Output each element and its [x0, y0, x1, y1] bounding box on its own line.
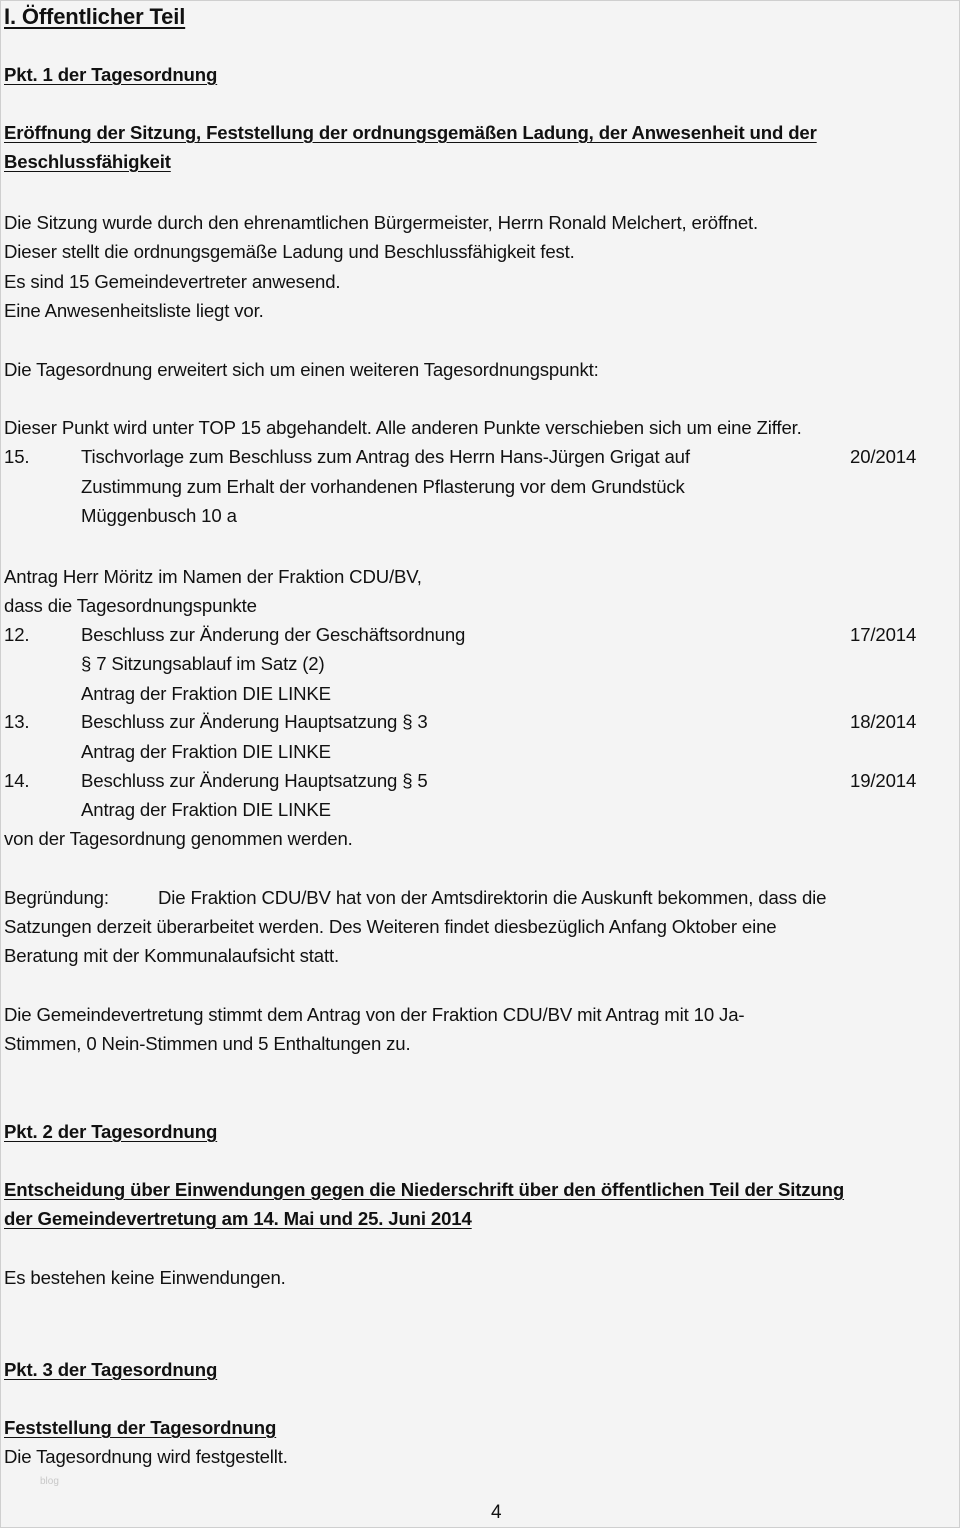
item-number: 12. [4, 624, 30, 645]
item-text: Antrag der Fraktion DIE LINKE [81, 683, 331, 704]
pkt1-heading: Eröffnung der Sitzung, Feststellung der ordnungsgemäßen Ladung, der Anwesenheit und der [4, 122, 817, 143]
section-title: I. Öffentlicher Teil [4, 4, 186, 29]
item-number: 13. [4, 711, 30, 732]
item-text: Beschluss zur Änderung Hauptsatzung § 3 [81, 711, 428, 732]
item-ref: 17/2014 [850, 624, 917, 645]
begruendung-line: Die Fraktion CDU/BV hat von der Amtsdirektorin die Auskunft bekommen, dass die [158, 887, 827, 908]
item-ref: 20/2014 [850, 446, 917, 467]
begruendung-label: Begründung: [4, 887, 109, 908]
pkt3-label: Pkt. 3 der Tagesordnung [4, 1359, 218, 1380]
intro-line: Die Sitzung wurde durch den ehrenamtlichen Bürgermeister, Herrn Ronald Melchert, eröffnet. [4, 212, 759, 233]
removed-text: von der Tagesordnung genommen werden. [4, 828, 353, 849]
top15-note: Dieser Punkt wird unter TOP 15 abgehandelt. Alle anderen Punkte verschieben sich um eine Ziffer. [4, 417, 802, 438]
begruendung-line: Beratung mit der Kommunalaufsicht statt. [4, 945, 340, 966]
item-number: 14. [4, 770, 30, 791]
intro-line: Es sind 15 Gemeindevertreter anwesend. [4, 271, 341, 292]
item-text: Zustimmung zum Erhalt der vorhandenen Pflasterung vor dem Grundstück [81, 476, 685, 497]
extension-text: Die Tagesordnung erweitert sich um einen weiteren Tagesordnungspunkt: [4, 359, 599, 380]
item-text: Tischvorlage zum Beschluss zum Antrag des Herrn Hans-Jürgen Grigat auf [81, 446, 690, 467]
item-text: Antrag der Fraktion DIE LINKE [81, 741, 331, 762]
item-text: Antrag der Fraktion DIE LINKE [81, 799, 331, 820]
watermark: blog [40, 1476, 59, 1487]
item-text: Müggenbusch 10 a [81, 505, 237, 526]
item-text: Beschluss zur Änderung der Geschäftsordnung [81, 624, 466, 645]
page-number: 4 [491, 1502, 502, 1523]
item-number: 15. [4, 446, 30, 467]
pkt2-heading: der Gemeindevertretung am 14. Mai und 25. Juni 2014 [4, 1208, 472, 1229]
begruendung-line: Satzungen derzeit überarbeitet werden. Des Weiteren findet diesbezüglich Anfang Oktober eine [4, 916, 777, 937]
vote-line: Die Gemeindevertretung stimmt dem Antrag von der Fraktion CDU/BV mit Antrag mit 10 Ja- [4, 1004, 745, 1025]
pkt2-heading: Entscheidung über Einwendungen gegen die Niederschrift über den öffentlichen Teil der Sitzung [4, 1179, 845, 1200]
item-ref: 19/2014 [850, 770, 917, 791]
vote-line: Stimmen, 0 Nein-Stimmen und 5 Enthaltungen zu. [4, 1033, 411, 1054]
antrag-line: Antrag Herr Möritz im Namen der Fraktion CDU/BV, [4, 566, 422, 587]
pkt3-heading: Feststellung der Tagesordnung [4, 1417, 277, 1438]
pkt3-text: Die Tagesordnung wird festgestellt. [4, 1446, 288, 1467]
antrag-line: dass die Tagesordnungspunkte [4, 595, 257, 616]
pkt2-text: Es bestehen keine Einwendungen. [4, 1267, 286, 1288]
pkt1-label: Pkt. 1 der Tagesordnung [4, 64, 218, 85]
intro-line: Eine Anwesenheitsliste liegt vor. [4, 300, 264, 321]
item-text: Beschluss zur Änderung Hauptsatzung § 5 [81, 770, 428, 791]
item-text: § 7 Sitzungsablauf im Satz (2) [81, 653, 325, 674]
intro-line: Dieser stellt die ordnungsgemäße Ladung und Beschlussfähigkeit fest. [4, 241, 575, 262]
item-ref: 18/2014 [850, 711, 917, 732]
pkt1-heading: Beschlussfähigkeit [4, 151, 171, 172]
pkt2-label: Pkt. 2 der Tagesordnung [4, 1121, 218, 1142]
